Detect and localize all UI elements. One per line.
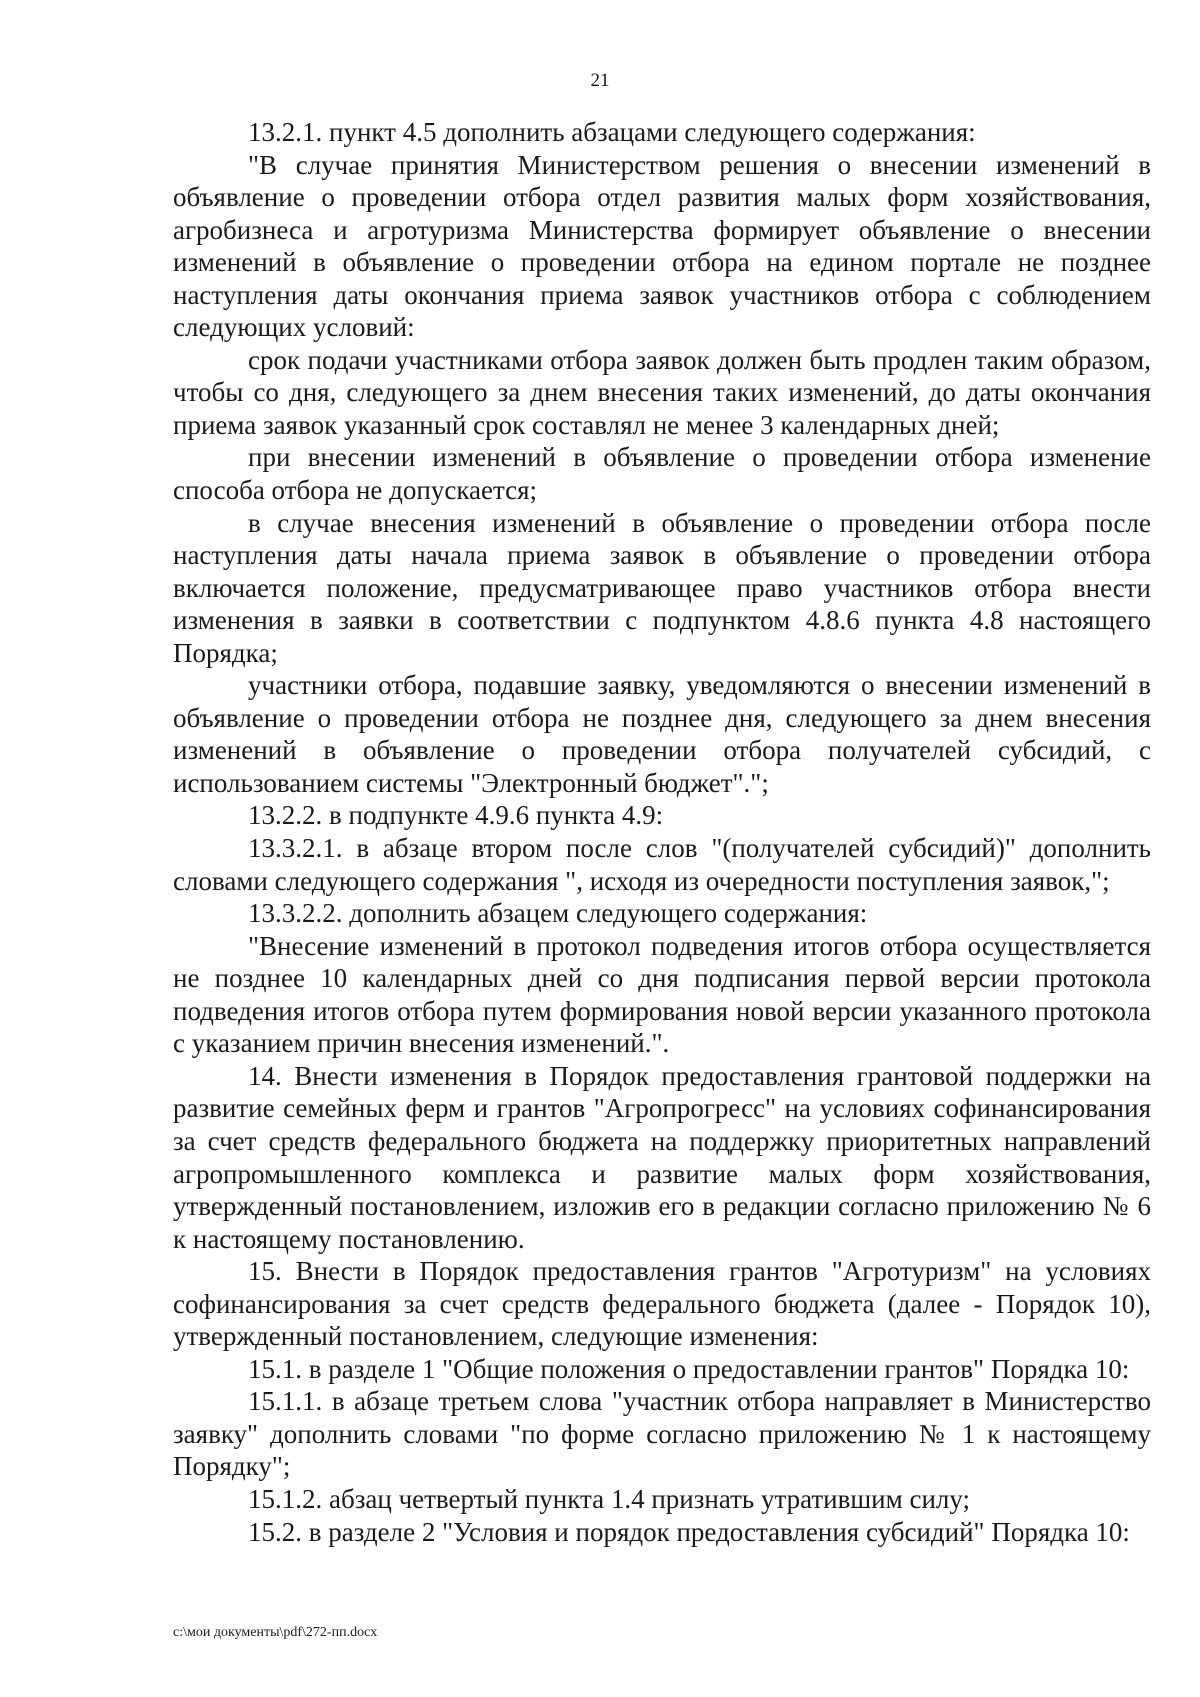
paragraph-15-1-1: 15.1.1. в абзаце третьем слова "участник отбора направляет в Министерство заявку" дополнить словами "по форме согласно приложению № 1 к настоящему Порядку"; [173,1386,1151,1482]
footer-file-path: c:\мои документы\pdf\272-пп.docx [173,1625,378,1640]
paragraph-deadline-extension: срок подачи участниками отбора заявок должен быть продлен таким образом, чтобы со дня, следующего за днем внесения таких изменений, до даты окончания приема заявок указанный срок составлял не менее 3 календарных дней; [173,344,1151,440]
paragraph-13-3-2-1: 13.3.2.1. в абзаце втором после слов "(получателей субсидий)" дополнить словами следующего содержания ", исходя из очередности поступления заявок,"; [173,833,1151,896]
paragraph-method-unchanged: при внесении изменений в объявление о проведении отбора изменение способа отбора не допускается; [173,442,1151,506]
page-number: 21 [590,70,610,91]
paragraph-participant-notification: участники отбора, подавшие заявку, уведомляются о внесении изменений в объявление о проведении отбора не позднее дня, следующего за днем внесения изменений в объявление о проведении отбора получателей субсидий, с использованием системы "Электронный бюджет"."; [173,670,1151,798]
paragraph-15-1-2: 15.1.2. абзац четвертый пункта 1.4 признать утратившим силу; [248,1483,971,1514]
paragraph-13-2-2: 13.2.2. в подпункте 4.9.6 пункта 4.9: [248,800,664,831]
paragraph-amendment-announcement: "В случае принятия Министерством решения о внесении изменений в объявление о проведении отбора отдел развития малых форм хозяйствования, агробизнеса и агротуризма Министерства формирует объявление о внесении изменений в объявление о проведении отбора на едином портале не позднее наступления даты окончания приема заявок участников отбора с соблюдением следующих условий: [173,149,1151,343]
paragraph-13-2-1: 13.2.1. пункт 4.5 дополнить абзацами следующего содержания: [248,117,976,147]
paragraph-13-3-2-2: 13.3.2.2. дополнить абзацем следующего содержания: [248,898,868,929]
paragraph-14: 14. Внести изменения в Порядок предоставления грантовой поддержки на развитие семейных ферм и грантов "Агропрогресс" на условиях софинансирования за счет средств федерального бюджета на поддержку приоритетных направлений агропромышленного комплекса и развитие малых форм хозяйствования, утвержденный постановлением, изложив его в редакции согласно приложению № 6 к настоящему постановлению. [173,1060,1151,1254]
paragraph-15-2: 15.2. в разделе 2 "Условия и порядок предоставления субсидий" Порядка 10: [248,1516,1130,1547]
paragraph-protocol-changes: "Внесение изменений в протокол подведения итогов отбора осуществляется не позднее 10 календарных дней со дня подписания первой версии протокола подведения итогов отбора путем формирования новой версии указанного протокола с указанием причин внесения изменений.". [173,930,1151,1059]
paragraph-application-changes: в случае внесения изменений в объявление о проведении отбора после наступления даты начала приема заявок в объявление о проведении отбора включается положение, предусматривающее право участников отбора внести изменения в заявки в соответствии с подпунктом 4.8.6 пункта 4.8 настоящего Порядка; [173,507,1151,668]
paragraph-15: 15. Внести в Порядок предоставления грантов "Агротуризм" на условиях софинансирования за счет средств федерального бюджета (далее - Порядок 10), утвержденный постановлением, следующие изменения: [173,1256,1151,1352]
paragraph-15-1: 15.1. в разделе 1 "Общие положения о предоставлении грантов" Порядка 10: [248,1353,1130,1384]
document-body [173,116,1151,1548]
